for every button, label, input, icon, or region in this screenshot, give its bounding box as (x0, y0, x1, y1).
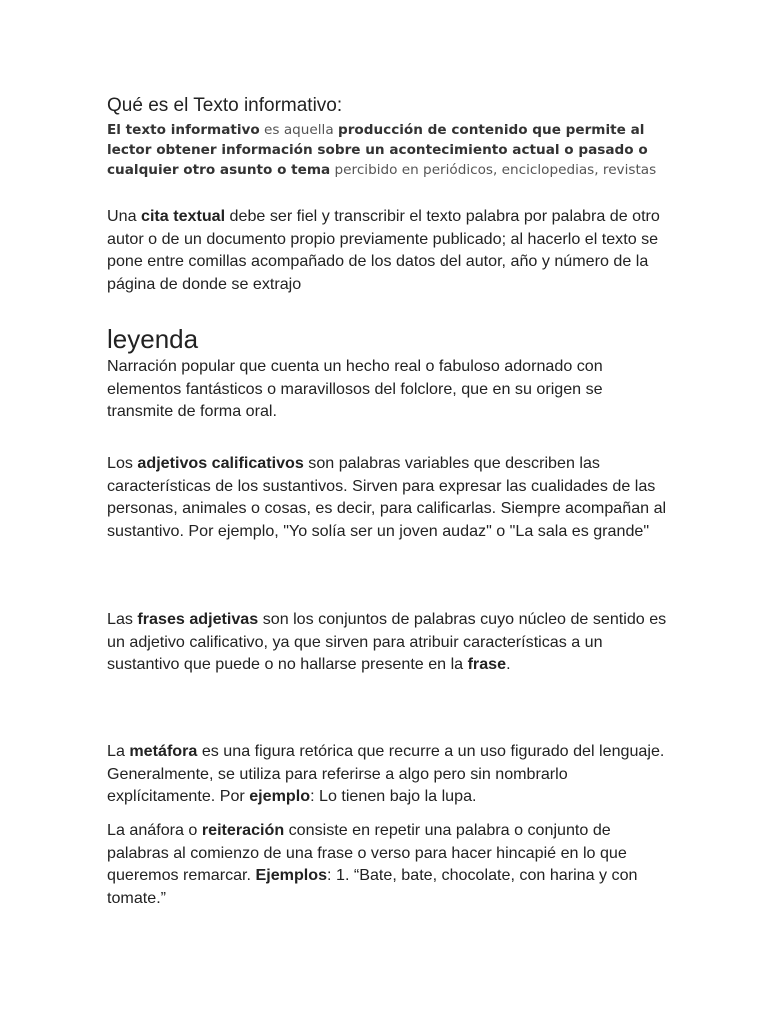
adjetivos-text-1: Los (107, 454, 138, 472)
informativo-heading: Qué es el Texto informativo: (107, 95, 343, 116)
frases-paragraph (107, 608, 667, 676)
frases-text-3: . (506, 655, 511, 673)
metafora-text-2: es una figura retórica que recurre a un uso figurado del lenguaje. Generalmente, se utiliza para referirse a algo pero sin nombrarlo explícitamente. Por (107, 742, 665, 805)
adjetivos-text-2: son palabras variables que describen las características de los sustantivos. Sirven para expresar las cualidades de las personas, animales o cosas, es decir, para calificarlas. Siempre acompañan al sustantivo. Por ejemplo, "Yo solía ser un joven audaz" o "La sala es grande" (107, 454, 667, 540)
metafora-term-2: ejemplo (249, 787, 311, 805)
metafora-paragraph (107, 740, 667, 808)
cita-term: cita textual (141, 207, 226, 225)
frases-text-2: son los conjuntos de palabras cuyo núcleo de sentido es un adjetivo calificativo, ya que sirven para atribuir características a un sustantivo que puede o no hallarse presente en la (107, 610, 667, 673)
frases-term: frases adjetivas (137, 610, 259, 628)
anafora-paragraph (107, 819, 667, 909)
anafora-text-3: : 1. “Bate, bate, chocolate, con harina y con tomate.” (107, 866, 638, 907)
cita-text-1: Una (107, 207, 141, 225)
frases-text-1: Las (107, 610, 138, 628)
informativo-paragraph (107, 120, 672, 180)
leyenda-paragraph: Narración popular que cuenta un hecho real o fabuloso adornado con elementos fantásticos o maravillosos del folclore, que en su origen se transmite de forma oral. (107, 357, 603, 420)
adjetivos-term: adjetivos calificativos (137, 454, 304, 472)
cita-paragraph (107, 205, 667, 295)
informativo-definition: producción de contenido que permite al lector obtener información sobre un acontecimiento actual o pasado o cualquier otro asunto o tema (107, 122, 648, 178)
metafora-term: metáfora (129, 742, 198, 760)
cita-text-2: debe ser fiel y transcribir el texto palabra por palabra de otro autor o de un documento propio previamente publicado; al hacerlo el texto se pone entre comillas acompañado de los datos del autor, año y número de la página de donde se extrajo (107, 207, 660, 293)
anafora-text-1: La anáfora o (107, 821, 202, 839)
frases-term-2: frase (467, 655, 507, 673)
anafora-term: reiteración (201, 821, 285, 839)
informativo-text-2: percibido en periódicos, enciclopedias, revistas (330, 162, 657, 178)
adjetivos-paragraph (107, 452, 667, 542)
anafora-term-2: Ejemplos (255, 866, 328, 884)
metafora-text-1: La (107, 742, 130, 760)
informativo-term: El texto informativo (107, 122, 260, 138)
leyenda-heading: leyenda (107, 324, 199, 354)
metafora-text-3: : Lo tienen bajo la lupa. (310, 787, 477, 805)
anafora-text-2: consiste en repetir una palabra o conjunto de palabras al comienzo de una frase o verso para hacer hincapié en lo que queremos remarcar. (107, 821, 627, 884)
informativo-text-1: es aquella (259, 122, 338, 138)
